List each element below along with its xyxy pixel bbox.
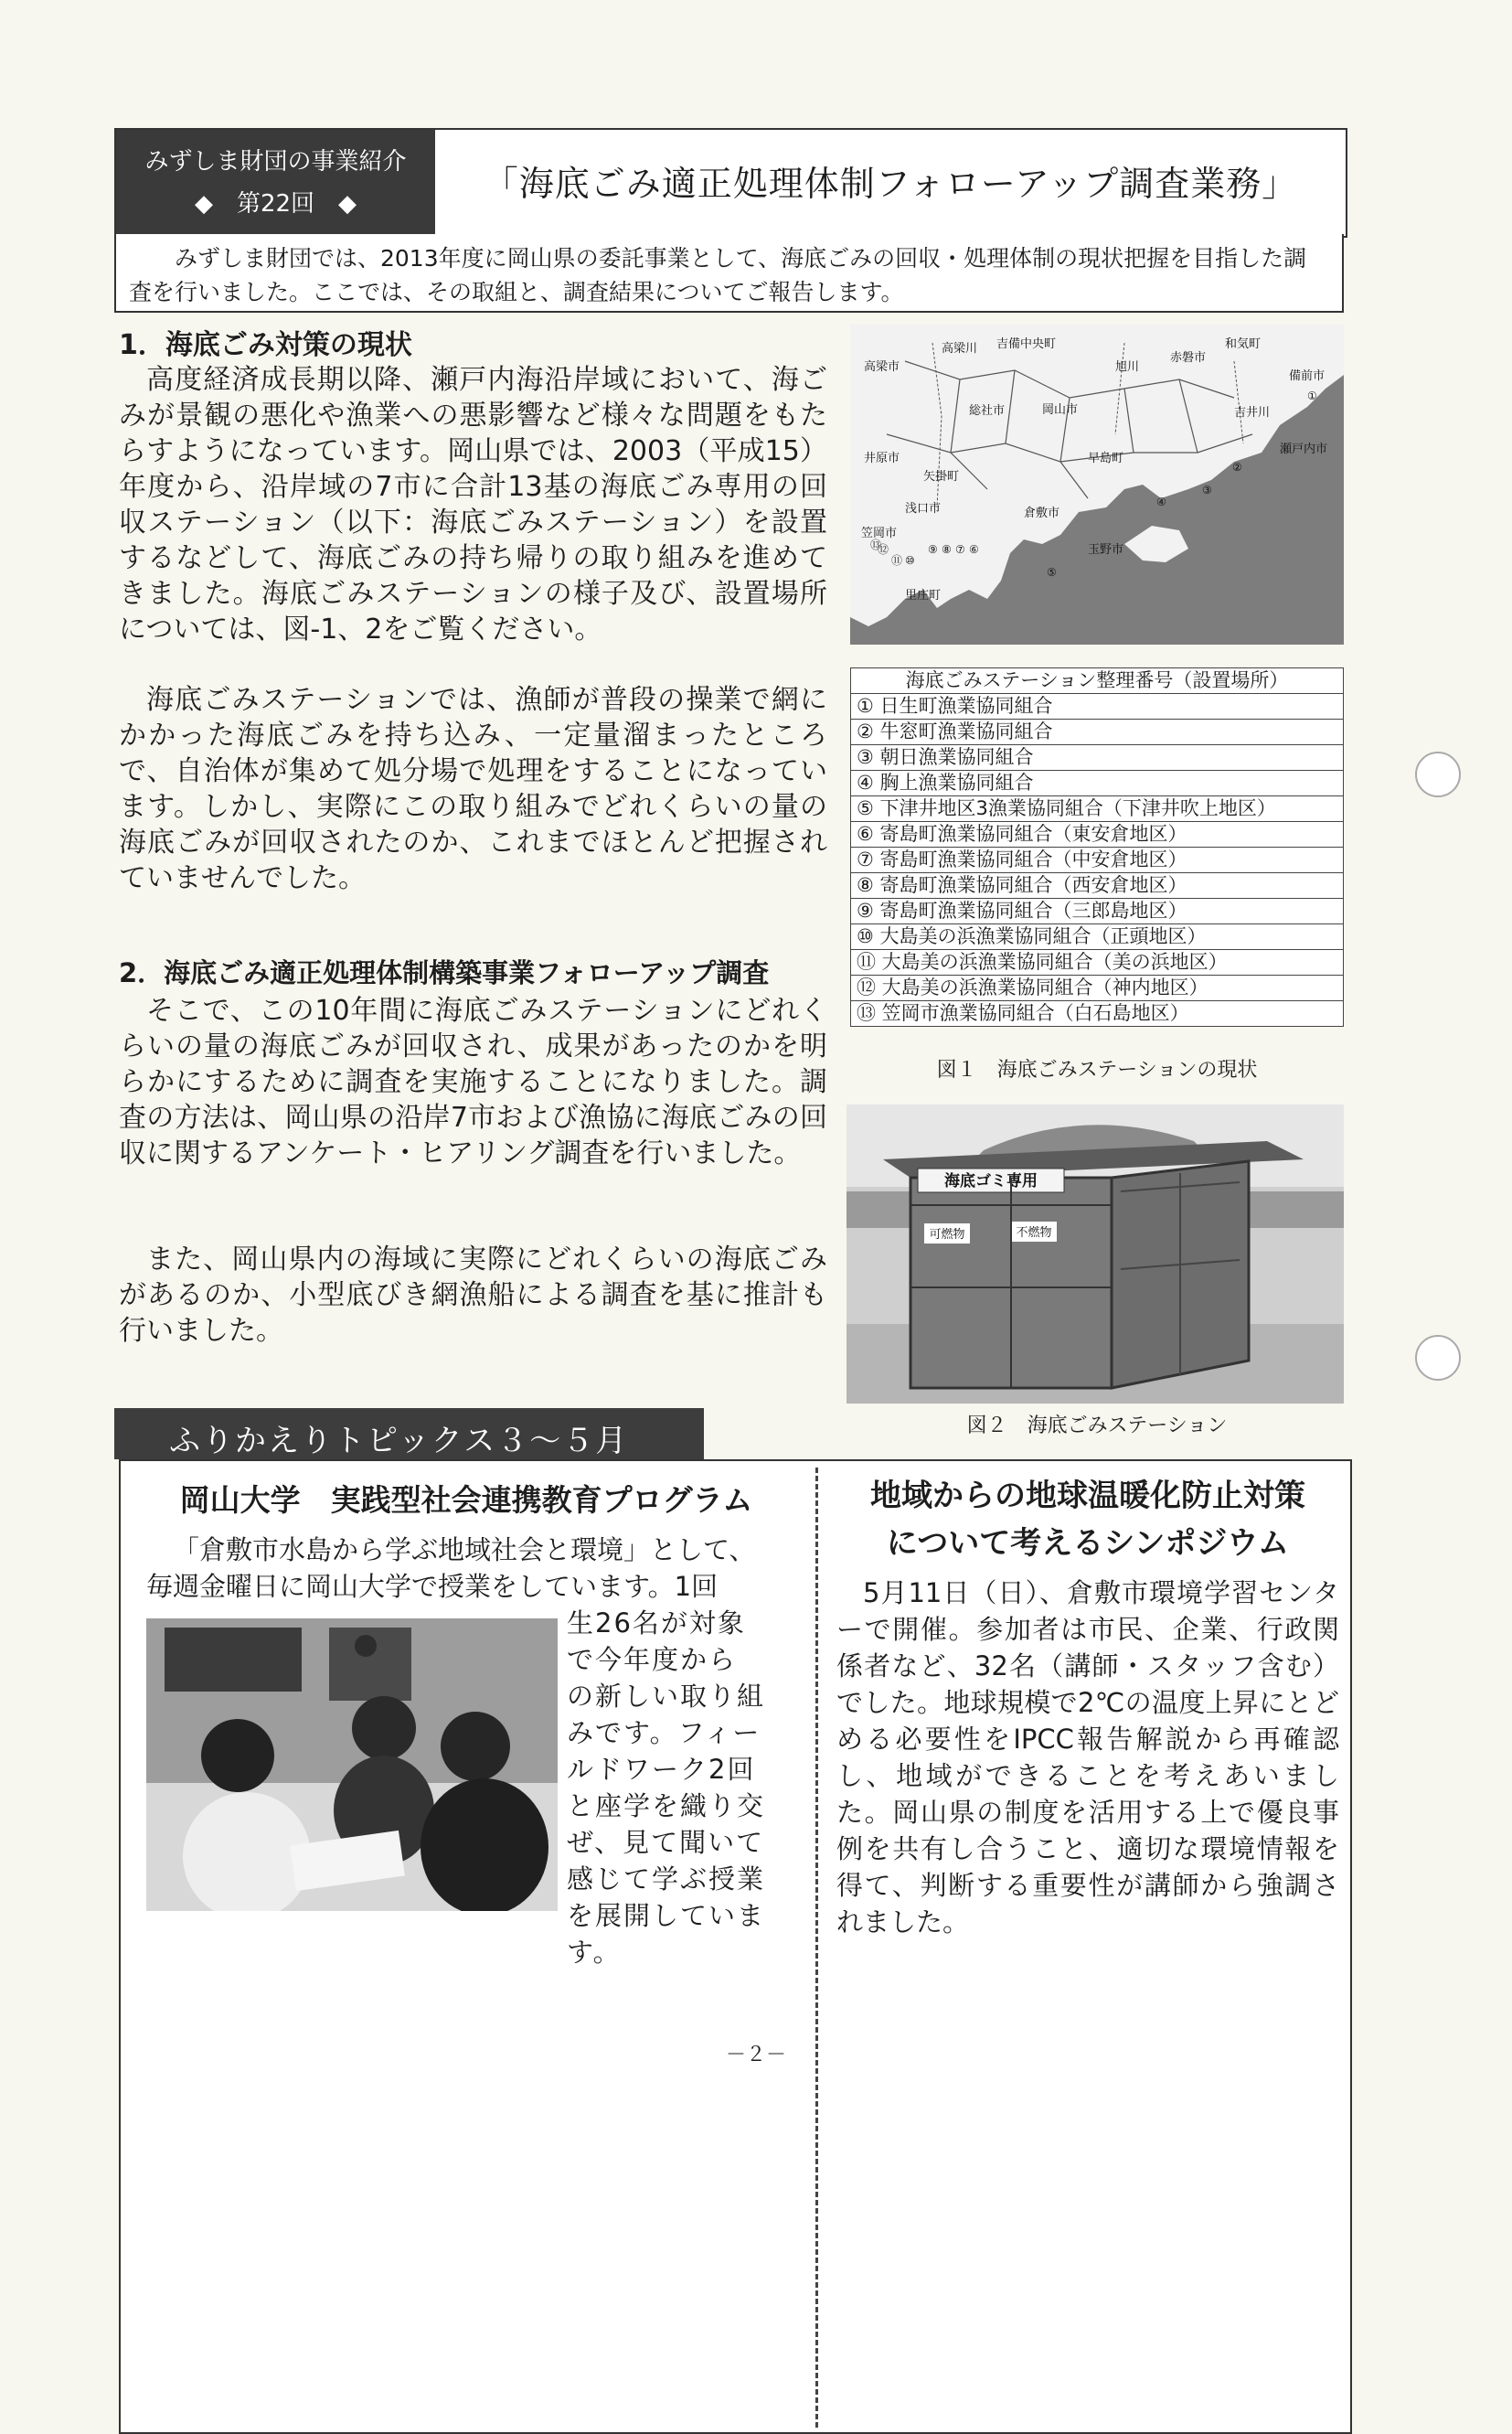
station-row: ⑪ 大島美の浜漁業協同組合（美の浜地区）: [851, 950, 1344, 976]
topic-right-title: [832, 1472, 1344, 1567]
map-label: 矢掛町: [923, 470, 960, 484]
station-sign-text: 海底ゴミ専用: [944, 1172, 1038, 1190]
station-location-map: [850, 325, 1344, 645]
station-table: [850, 667, 1344, 1027]
station-marker: ⑬: [870, 539, 882, 551]
map-label: 瀬戸内市: [1280, 443, 1328, 456]
station-marker: ⑤: [1047, 566, 1057, 579]
map-label: 旭川: [1115, 360, 1140, 374]
map-graphic: [850, 325, 1344, 645]
article-title: 「海底ごみ適正処理体制フォローアップ調査業務」: [483, 164, 1298, 204]
topic-left-side-line: す。: [567, 1937, 622, 1968]
station-row: ③ 朝日漁業協同組合: [851, 745, 1344, 771]
station-row: ① 日生町漁業協同組合: [851, 694, 1344, 720]
issue-label: ◆ 第22回 ◆: [194, 190, 357, 218]
station-row: ⑧ 寄島町漁業協同組合（西安倉地区）: [851, 873, 1344, 899]
topic-left-side-line: ぜ、見て聞いて: [567, 1827, 765, 1858]
station-table-header: 海底ごみステーション整理番号（設置場所）: [851, 668, 1344, 694]
binder-hole-bottom: [1415, 1335, 1461, 1381]
topic-left-side-line: 生26名が対象: [567, 1607, 746, 1639]
series-label: みずしま財団の事業紹介: [144, 148, 407, 176]
station-marker: ⑥: [969, 543, 979, 556]
station-row: ⑤ 下津井地区3漁業協同組合（下津井吹上地区）: [851, 796, 1344, 822]
topic-left-side-line: ルドワーク2回: [567, 1754, 756, 1785]
station-row: ⑩ 大島美の浜漁業協同組合（正頭地区）: [851, 924, 1344, 950]
topic-left-side-line: で今年度から: [567, 1644, 738, 1675]
intro-text: みずしま財団では、2013年度に岡山県の委託事業として、海底ごみの回収・処理体制の現状把握を目指した調査を行いました。ここでは、その取組と、調査結果についてご報告します。: [114, 234, 1344, 313]
figure1-caption: 図１ 海底ごみステーションの現状: [936, 1059, 1258, 1082]
station-marker: ①: [1307, 390, 1317, 402]
topic-right-title-line: について考えるシンポジウム: [886, 1525, 1290, 1562]
station-row: ⑦ 寄島町漁業協同組合（中安倉地区）: [851, 848, 1344, 873]
map-label: 浅口市: [905, 502, 942, 516]
station-marker: ⑫: [878, 543, 889, 556]
topic-left-side-line: の新しい取り組: [567, 1681, 766, 1712]
station-marker: ④: [1156, 496, 1166, 508]
map-label: 備前市: [1289, 369, 1326, 383]
binder-hole-top: [1415, 752, 1461, 797]
topic-left-line: 毎週金曜日に岡山大学で授業をしています。1回: [146, 1571, 719, 1602]
topic-left-side-line: と座学を織り交: [567, 1790, 766, 1821]
map-label: 高梁市: [864, 360, 900, 374]
station-marker: ③: [1202, 484, 1212, 496]
topic-left-side-text: [567, 1605, 804, 1970]
topics-banner: [114, 1408, 704, 1459]
topic-left-intro: [146, 1532, 804, 1605]
station-row: ⑨ 寄島町漁業協同組合（三郎島地区）: [851, 899, 1344, 924]
burnable-label: 可燃物: [929, 1228, 965, 1242]
topic-right-body: 5月11日（日）、倉敷市環境学習センターで開催。参加者は市民、企業、行政関係者など、32名（講師・スタッフ含む）でした。地球規模で2℃の温度上昇にとどめる必要性をIPCC報告解説から再確認し、地域ができることを考えあいました。岡山県の制度を活用する上で優良事例を共有し合うこと、適切な環境情報を得て、判断する重要性が講師から強調されました。: [836, 1577, 1339, 1938]
station-row: ⑬ 笠岡市漁業協同組合（白石島地区）: [851, 1001, 1344, 1027]
map-label: 赤磐市: [1170, 351, 1207, 365]
figure2-caption: 図２ 海底ごみステーション: [966, 1414, 1228, 1437]
page-number: －２－: [725, 2044, 786, 2066]
map-label: 井原市: [864, 452, 900, 465]
map-label: 玉野市: [1088, 543, 1124, 557]
station-marker: ⑧: [942, 543, 952, 556]
map-label: 高梁川: [942, 342, 978, 356]
topics-divider: [815, 1468, 818, 2428]
map-label: 岡山市: [1042, 403, 1079, 417]
topic-left-side-line: みです。フィー: [567, 1717, 761, 1748]
section2-heading: 2．海底ごみ適正処理体制構築事業フォローアップ調査: [119, 957, 770, 988]
station-photo: [847, 1105, 1344, 1404]
topic-left-side-line: を展開していま: [567, 1900, 766, 1931]
station-row: ⑥ 寄島町漁業協同組合（東安倉地区）: [851, 822, 1344, 848]
station-marker: ⑩: [905, 554, 915, 567]
article-header: [114, 128, 1347, 238]
map-label: 笠岡市: [861, 527, 898, 540]
topic-left-side-line: 感じて学ぶ授業: [567, 1863, 766, 1895]
topic-left-line: 「倉敷市水島から学ぶ地域社会と環境」として、: [173, 1534, 756, 1565]
topic-right-title-line: 地域からの地球温暖化防止対策: [870, 1478, 1305, 1514]
section1-heading: 1．海底ごみ対策の現状: [119, 329, 412, 361]
station-marker: ⑦: [955, 543, 965, 556]
class-photo: [146, 1618, 558, 1911]
topics-title: ふりかえりトピックス３～５月: [169, 1423, 629, 1459]
station-row: ④ 胸上漁業協同組合: [851, 771, 1344, 796]
station-row: ② 牛窓町漁業協同組合: [851, 720, 1344, 745]
section2-paragraph-1: そこで、この10年間に海底ごみステーションにどれくらいの量の海底ごみが回収され、成果があったのかを明らかにするために調査を実施することになりました。調査の方法は、岡山県の沿岸7市および漁協に海底ごみの回収に関するアンケート・ヒアリング調査を行いました。: [119, 995, 827, 1169]
topic-left-title: 岡山大学 実践型社会連携教育プログラム: [179, 1482, 753, 1518]
map-label: 和気町: [1225, 337, 1262, 351]
station-marker: ②: [1232, 461, 1242, 474]
map-label: 里庄町: [905, 589, 942, 603]
station-row: ⑫ 大島美の浜漁業協同組合（神内地区）: [851, 976, 1344, 1001]
nonburnable-label: 不燃物: [1016, 1226, 1052, 1240]
series-badge: [116, 130, 435, 236]
map-label: 総社市: [969, 404, 1006, 418]
map-label: 吉井川: [1234, 406, 1271, 420]
map-label: 吉備中央町: [996, 337, 1057, 351]
station-marker: ⑨: [928, 543, 938, 556]
map-label: 倉敷市: [1024, 507, 1060, 520]
station-marker: ⑪: [891, 554, 903, 567]
section2-paragraph-2: また、岡山県内の海域に実際にどれくらいの海底ごみがあるのか、小型底びき網漁船による調査を基に推計も行いました。: [119, 1244, 827, 1347]
section1-paragraph-2: 海底ごみステーションでは、漁師が普段の操業で網にかかった海底ごみを持ち込み、一定量溜まったところで、自治体が集めて処分場で処理をすることになっています。しかし、実際にこの取り組みでどれくらいの量の海底ごみが回収されたのか、これまでほとんど把握されていませんでした。: [119, 684, 827, 894]
map-label: 早島町: [1088, 452, 1124, 465]
section1-paragraph-1: 高度経済成長期以降、瀬戸内海沿岸域において、海ごみが景観の悪化や漁業への悪影響など様々な問題をもたらすようになっています。岡山県では、2003（平成15）年度から、沿岸域の7市に合計13基の海底ごみ専用の回収ステーション（以下：海底ごみステーション）を設置するなどして、海底ごみの持ち帰りの取り組みを進めてきました。海底ごみステーションの様子及び、設置場所については、図-1、2をご覧ください。: [119, 364, 827, 646]
